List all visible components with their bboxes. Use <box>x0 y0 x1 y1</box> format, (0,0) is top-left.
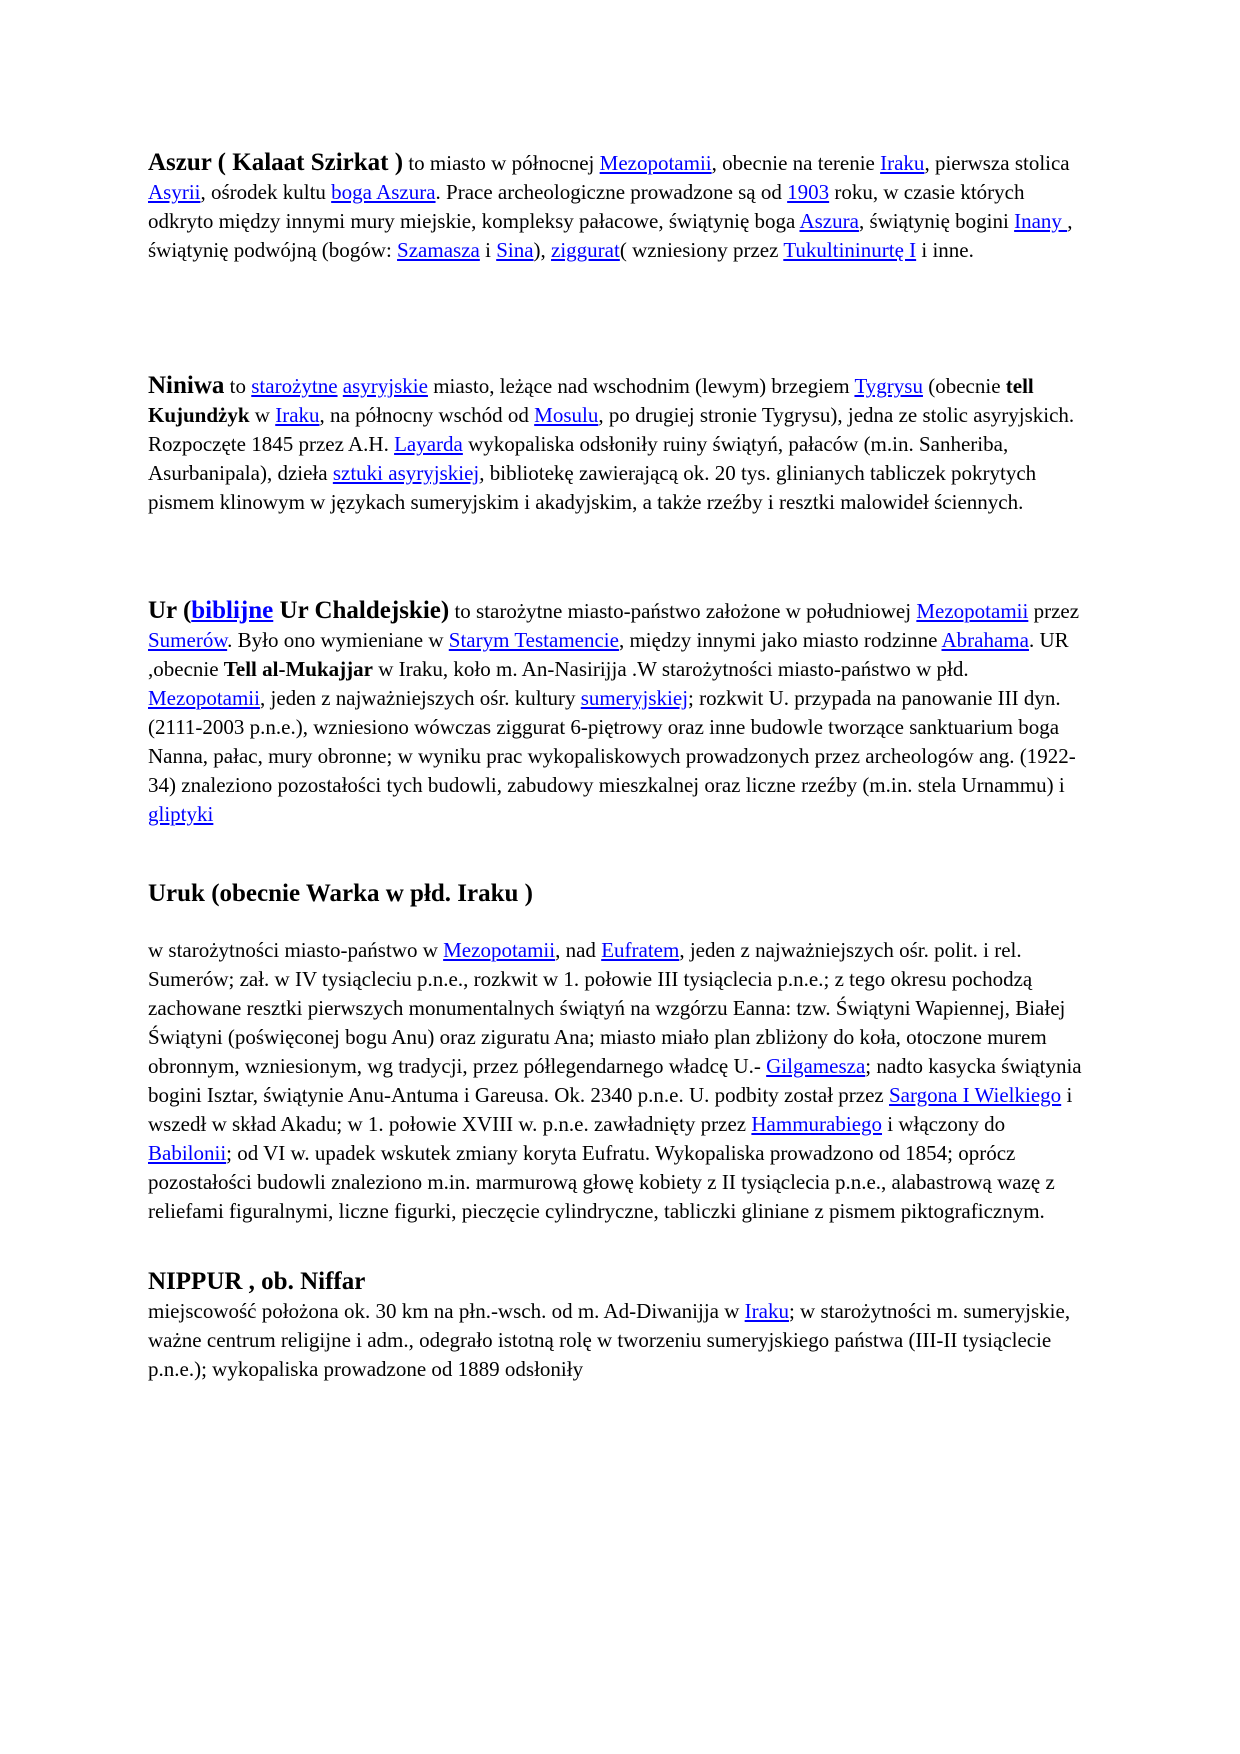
text: ), <box>533 238 552 262</box>
link-babilonii[interactable]: Babilonii <box>148 1141 227 1165</box>
spacer <box>148 265 1088 371</box>
text: i inne. <box>916 238 974 262</box>
text: , jeden z najważniejszych ośr. polit. i rel. Sumerów; zał. w IV tysiącleciu p.n.e., rozkwit w 1. połowie III tysiąclecia p.n.e.; z tego okresu pochodzą zachowane resztki pierwszych monumentalnych świątyń na wzgórzu Eanna: tzw. Świątyni Wapiennej, Białej Świątyni (poświęconej bogu Anu) oraz ziguratu Ana; miasto miało plan zbliżony do koła, otoczone murem obronnym, wzniesionym, wg tradycji, przez półlegendarnego władcę U.- <box>148 938 1066 1078</box>
text: , świątynię podwójną (bogów: <box>148 209 1073 262</box>
text: ; nadto kasycka świątynia bogini Isztar, świątynie Anu-Antuma i Gareusa. Ok. 2340 p.n.e. U. podbity został przez <box>148 1054 1082 1107</box>
text: miejscowość położona ok. 30 km na płn.-wsch. od m. Ad-Diwanijja w <box>148 1299 745 1323</box>
text: ; rozkwit U. przypada na panowanie III dyn. (2111-2003 p.n.e.), wzniesiono wówczas ziggurat 6-piętrowy oraz inne budowle tworzące sanktuarium boga Nanna, pałac, mury obronne; w wyniku prac wykopaliskowych prowadzonych przez archeologów ang. (1922-34) znaleziono pozostałości tych budowli, zabudowy mieszkalnej oraz liczne rzeźby (m.in. stela Urnammu) i <box>148 686 1076 797</box>
heading-ur <box>148 597 449 624</box>
link-iraku[interactable]: Iraku <box>275 403 320 427</box>
heading-ur-part: Ur ( <box>148 597 192 624</box>
heading-aszur: Aszur ( Kalaat Szirkat ) <box>148 149 404 176</box>
text: wykopaliska odsłoniły ruiny świątyń, pałaców (m.in. Sanheriba, Asurbanipala), dzieła <box>148 432 1009 485</box>
link-tygrysu[interactable]: Tygrysu <box>854 374 923 398</box>
heading-niniwa: Niniwa <box>148 372 225 399</box>
heading-uruk: Uruk (obecnie Warka w płd. Iraku ) <box>148 880 534 907</box>
link-asyryjskie[interactable]: asyryjskie <box>342 374 428 398</box>
section-nippur <box>148 1297 1088 1384</box>
text: ; od VI w. upadek wskutek zmiany koryta Eufratu. Wykopaliska prowadzono od 1854; oprócz pozostałości budowli znaleziono m.in. marmurową głowę kobiety z II tysiąclecia p.n.e., alabastrową wazę z reliefami figuralnymi, liczne figurki, pieczęcie cylindryczne, tabliczki gliniane z pismem piktograficznym. <box>148 1141 1055 1223</box>
text: . Prace archeologiczne prowadzone są od <box>435 180 788 204</box>
link-abrahama[interactable]: Abrahama <box>941 628 1029 652</box>
text: , na północny wschód od <box>319 403 535 427</box>
text: przez <box>1028 599 1080 623</box>
text: i <box>479 238 497 262</box>
text: , nad <box>555 938 602 962</box>
text: w <box>249 403 276 427</box>
text: ( wzniesiony przez <box>619 238 784 262</box>
text: miasto, leżące nad wschodnim (lewym) brzegiem <box>427 374 855 398</box>
text: , po drugiej stronie Tygrysu), jedna ze stolic asyryjskich. Rozpoczęte 1845 przez A.H. <box>148 403 1075 456</box>
link-gliptyki[interactable]: gliptyki <box>148 802 214 826</box>
spacer <box>148 909 1088 936</box>
link-eufratem[interactable]: Eufratem <box>601 938 680 962</box>
text: , obecnie na terenie <box>711 151 881 175</box>
link-mezopotamii[interactable]: Mezopotamii <box>599 151 712 175</box>
text: to miasto w północnej <box>403 151 600 175</box>
link-starozytne[interactable]: starożytne <box>251 374 338 398</box>
link-sztuki-asyryjskiej[interactable]: sztuki asyryjskiej <box>332 461 480 485</box>
text: , między innymi jako miasto rodzinne <box>618 628 942 652</box>
link-sumeryjskiej[interactable]: sumeryjskiej <box>580 686 689 710</box>
section-uruk <box>148 936 1088 1226</box>
link-boga-aszura[interactable]: boga Aszura <box>331 180 436 204</box>
text: . Było ono wymieniane w <box>227 628 449 652</box>
link-sina[interactable]: Sina <box>496 238 534 262</box>
section-ur <box>148 596 1088 829</box>
bold-tell-kujundzyk: tell Kujundżyk <box>148 374 1034 427</box>
text: . UR ,obecnie <box>148 628 1069 681</box>
link-iraku[interactable]: Iraku <box>880 151 925 175</box>
link-layarda[interactable]: Layarda <box>394 432 463 456</box>
link-iraku[interactable]: Iraku <box>744 1299 789 1323</box>
link-inany[interactable]: Inany <box>1014 209 1068 233</box>
link-mezopotamii[interactable]: Mezopotamii <box>443 938 556 962</box>
link-starym-testamencie[interactable]: Starym Testamencie <box>448 628 619 652</box>
section-aszur <box>148 148 1088 265</box>
link-ziggurat[interactable]: ziggurat <box>551 238 620 262</box>
link-mosulu[interactable]: Mosulu <box>534 403 599 427</box>
link-1903[interactable]: 1903 <box>787 180 830 204</box>
link-mezopotamii[interactable]: Mezopotamii <box>916 599 1029 623</box>
text: , bibliotekę zawierającą ok. 20 tys. glinianych tabliczek pokrytych pismem klinowym w językach sumeryjskim i akadyjskim, a także rzeźby i resztki malowideł ściennych. <box>148 461 1037 514</box>
text: , pierwsza stolica <box>924 151 1070 175</box>
link-sargona-i-wielkiego[interactable]: Sargona I Wielkiego <box>889 1083 1062 1107</box>
link-tukultininurte[interactable]: Tukultininurtę I <box>783 238 917 262</box>
spacer <box>148 829 1088 879</box>
link-aszura[interactable]: Aszura <box>799 209 859 233</box>
link-szamasza[interactable]: Szamasza <box>397 238 480 262</box>
section-niniwa <box>148 371 1088 517</box>
link-biblijne[interactable]: biblijne <box>191 597 274 624</box>
text: , świątynię bogini <box>858 209 1015 233</box>
text: (obecnie <box>922 374 1006 398</box>
text: i włączony do <box>882 1112 1006 1136</box>
spacer <box>148 1226 1088 1267</box>
text: to <box>224 374 252 398</box>
link-mezopotamii[interactable]: Mezopotamii <box>148 686 260 710</box>
text: roku, w czasie których odkryto między innymi mury miejskie, kompleksy pałacowe, świątynię boga <box>148 180 1025 233</box>
heading-nippur: NIPPUR , ob. Niffar <box>148 1268 366 1295</box>
link-asyrii[interactable]: Asyrii <box>148 180 201 204</box>
link-gilgamesza[interactable]: Gilgamesza <box>766 1054 866 1078</box>
document-page <box>148 148 1088 1384</box>
text: w starożytności miasto-państwo w <box>148 938 444 962</box>
text: ; w starożytności m. sumeryjskie, ważne centrum religijne i adm., odegrało istotną rolę w tworzeniu sumeryjskiego państwa (III-II tysiąclecie p.n.e.); wykopaliska prowadzone od 1889 odsłoniły <box>148 1299 1071 1381</box>
spacer <box>148 517 1088 596</box>
link-sumerow[interactable]: Sumerów <box>148 628 228 652</box>
text: , jeden z najważniejszych ośr. kultury <box>259 686 581 710</box>
bold-tell-al-mukajjar: Tell al-Mukajjar <box>223 657 373 681</box>
text: w Iraku, koło m. An-Nasirijja .W starożytności miasto-państwo w płd. <box>372 657 969 681</box>
heading-ur-part: Ur Chaldejskie) <box>273 597 450 624</box>
link-hammurabiego[interactable]: Hammurabiego <box>751 1112 883 1136</box>
text: i wszedł w skład Akadu; w 1. połowie XVIII w. p.n.e. zawładnięty przez <box>148 1083 1073 1136</box>
text: , ośrodek kultu <box>200 180 332 204</box>
text: to starożytne miasto-państwo założone w południowej <box>449 599 917 623</box>
